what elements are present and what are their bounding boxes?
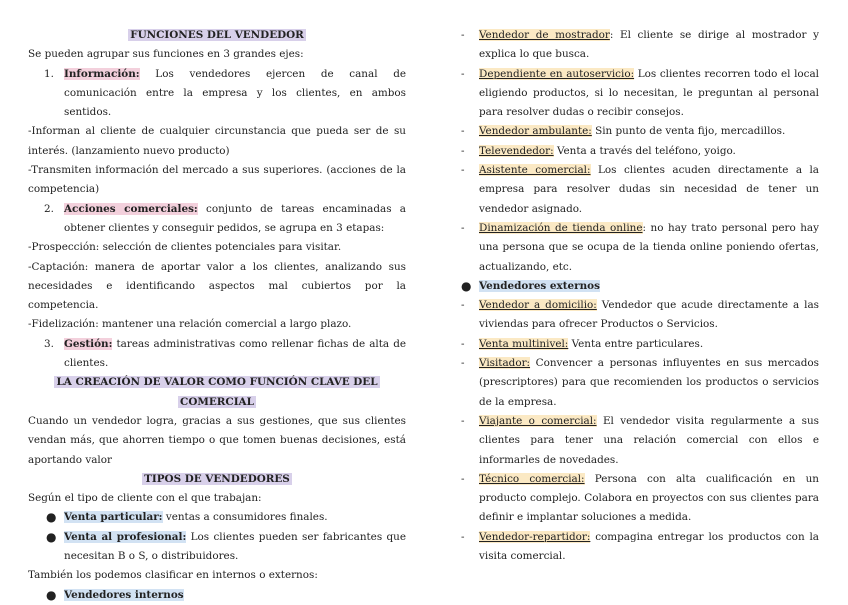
bullet-label: Vendedores externos <box>479 279 600 292</box>
dash-item-tienda-online <box>461 219 819 277</box>
paragraph-informan: -Informan al cliente de cualquier circunstancia que pueda ser de su interés. (lanzamiento nuevo producto) <box>28 125 406 157</box>
dash-text: Sin punto de venta fijo, mercadillos. <box>591 125 786 138</box>
dash-item-tecnico <box>461 470 819 528</box>
dash-marker: - <box>461 299 465 312</box>
section-title-creacion-valor-line2: COMERCIAL <box>180 395 254 408</box>
dash-item-asistente <box>461 161 819 219</box>
item-text: tareas administrativas como rellenar fichas de alta de clientes. <box>64 337 406 370</box>
paragraph-prospeccion: -Prospección: selección de clientes potenciales para visitar. <box>28 241 342 254</box>
right-column <box>461 26 819 566</box>
bullet-label: Venta particular: <box>64 511 163 524</box>
dash-item-mostrador <box>461 26 819 65</box>
dash-item-ambulante <box>461 122 819 141</box>
item-text: Los vendedores ejercen de canal de comunicación entre la empresa y los clientes, en ambos sentidos. <box>64 67 406 119</box>
dash-marker: - <box>461 357 465 370</box>
section-title-creacion-valor: LA CREACIÓN DE VALOR COMO FUNCIÓN CLAVE DEL <box>56 376 378 389</box>
dash-item-visitador <box>461 354 819 412</box>
item-number: 1. <box>44 67 54 80</box>
dash-marker: - <box>461 125 465 138</box>
dash-text: Vendedor que acude directamente a las viviendas para ofrecer Productos o Servicios. <box>479 299 819 331</box>
bullet-icon: ● <box>46 587 57 602</box>
dash-label: Vendedor-repartidor: <box>479 530 591 543</box>
bullet-icon: ● <box>461 278 472 293</box>
dash-marker: - <box>461 164 465 177</box>
item-label: Acciones comerciales: <box>64 202 198 215</box>
dash-item-televendedor <box>461 142 819 161</box>
dash-marker: - <box>461 221 465 234</box>
dash-marker: - <box>461 530 465 543</box>
dash-label: Asistente comercial: <box>479 164 591 177</box>
bullet-text: ventas a consumidores finales. <box>162 511 328 524</box>
bullet-vendedores-externos <box>461 277 819 296</box>
dash-item-autoservicio <box>461 65 819 123</box>
dash-text: : El cliente se dirige al mostrador y explica lo que busca. <box>479 29 820 61</box>
numbered-item-gestion <box>28 335 406 374</box>
dash-marker: - <box>461 472 465 485</box>
dash-label: Viajante o comercial: <box>479 414 597 427</box>
paragraph-internos-externos: También los podemos clasificar en internos o externos: <box>28 569 318 582</box>
dash-item-domicilio <box>461 296 819 335</box>
dash-item-multinivel <box>461 335 819 354</box>
dash-text: El vendedor visita regularmente a sus clientes para tener una relación comercial con ellos e informarles de novedades. <box>479 414 819 466</box>
dash-marker: - <box>461 144 465 157</box>
dash-label: Televendedor: <box>479 144 554 157</box>
dash-label: Vendedor de mostrador <box>479 29 610 41</box>
item-number: 2. <box>44 202 54 215</box>
paragraph-fidelizacion: -Fidelización: mantener una relación comercial a largo plazo. <box>28 318 352 331</box>
paragraph-captacion: -Captación: manera de aportar valor a los clientes, analizando sus necesidades e identificando aspectos mal cubiertos por la competencia. <box>28 260 406 312</box>
intro-paragraph: Se pueden agrupar sus funciones en 3 grandes ejes: <box>28 48 304 61</box>
dash-text: Venta a través del teléfono, yoigo. <box>553 144 736 157</box>
dash-label: Visitador: <box>479 357 531 370</box>
bullet-venta-profesional <box>28 528 406 567</box>
left-column <box>28 26 406 605</box>
paragraph-valor: Cuando un vendedor logra, gracias a sus gestiones, que sus clientes vendan más, que ahorren tiempo o que tomen buenas decisiones, está aportando valor <box>28 414 406 466</box>
bullet-label: Venta al profesional: <box>64 530 187 543</box>
dash-label: Venta multinivel: <box>479 337 569 350</box>
dash-text: : no hay trato personal pero hay una persona que se ocupa de la tienda online poniendo ofertas, actualizando, etc. <box>479 221 820 273</box>
numbered-item-informacion <box>28 65 406 123</box>
dash-text: Venta entre particulares. <box>568 337 704 350</box>
dash-text: Persona con alta cualificación en un producto complejo. Colabora en proyectos con sus clientes para definir e implantar soluciones a medida. <box>479 472 819 524</box>
dash-text: Los clientes acuden directamente a la empresa para resolver dudas sin necesidad de tener un vendedor asignado. <box>479 164 820 215</box>
bullet-text: Los clientes pueden ser fabricantes que necesitan B o S, o distribuidores. <box>64 530 406 563</box>
dash-item-viajante <box>461 412 819 470</box>
dash-marker: - <box>461 67 465 80</box>
item-text: conjunto de tareas encaminadas a obtener clientes y conseguir pedidos, se agrupa en 3 etapas: <box>64 202 406 234</box>
dash-label: Técnico comercial: <box>479 472 585 485</box>
bullet-venta-particular <box>28 508 406 527</box>
bullet-icon: ● <box>46 529 57 544</box>
section-title-tipos: TIPOS DE VENDEDORES <box>144 472 290 485</box>
paragraph-segun-cliente: Según el tipo de cliente con el que trabajan: <box>28 492 262 505</box>
bullet-icon: ● <box>46 510 57 525</box>
item-number: 3. <box>44 337 54 350</box>
dash-marker: - <box>461 337 465 350</box>
paragraph-transmiten: -Transmiten información del mercado a sus superiores. (acciones de la competencia) <box>28 164 406 196</box>
item-label: Información: <box>64 67 140 80</box>
dash-text: Convencer a personas influyentes en sus mercados (prescriptores) para que recomienden los productos o servicios de la empresa. <box>479 357 819 408</box>
bullet-vendedores-internos <box>28 586 406 605</box>
item-label: Gestión: <box>64 337 113 350</box>
dash-marker: - <box>461 414 465 427</box>
dash-label: Vendedor ambulante: <box>479 125 592 138</box>
section-title-funciones: FUNCIONES DEL VENDEDOR <box>130 29 304 41</box>
dash-text: compagina entregar los productos con la visita comercial. <box>479 530 819 563</box>
dash-marker: - <box>461 29 465 41</box>
dash-label: Dependiente en autoservicio: <box>479 67 635 80</box>
dash-label: Vendedor a domicilio: <box>479 299 597 312</box>
dash-item-repartidor <box>461 528 819 567</box>
dash-text: Los clientes recorren todo el local eligiendo productos, si lo necesitan, le preguntan al personal para resolver dudas o recibir consejos. <box>479 67 819 119</box>
numbered-item-acciones <box>28 200 406 239</box>
bullet-label: Vendedores internos <box>64 588 184 601</box>
dash-label: Dinamización de tienda online <box>479 221 643 234</box>
